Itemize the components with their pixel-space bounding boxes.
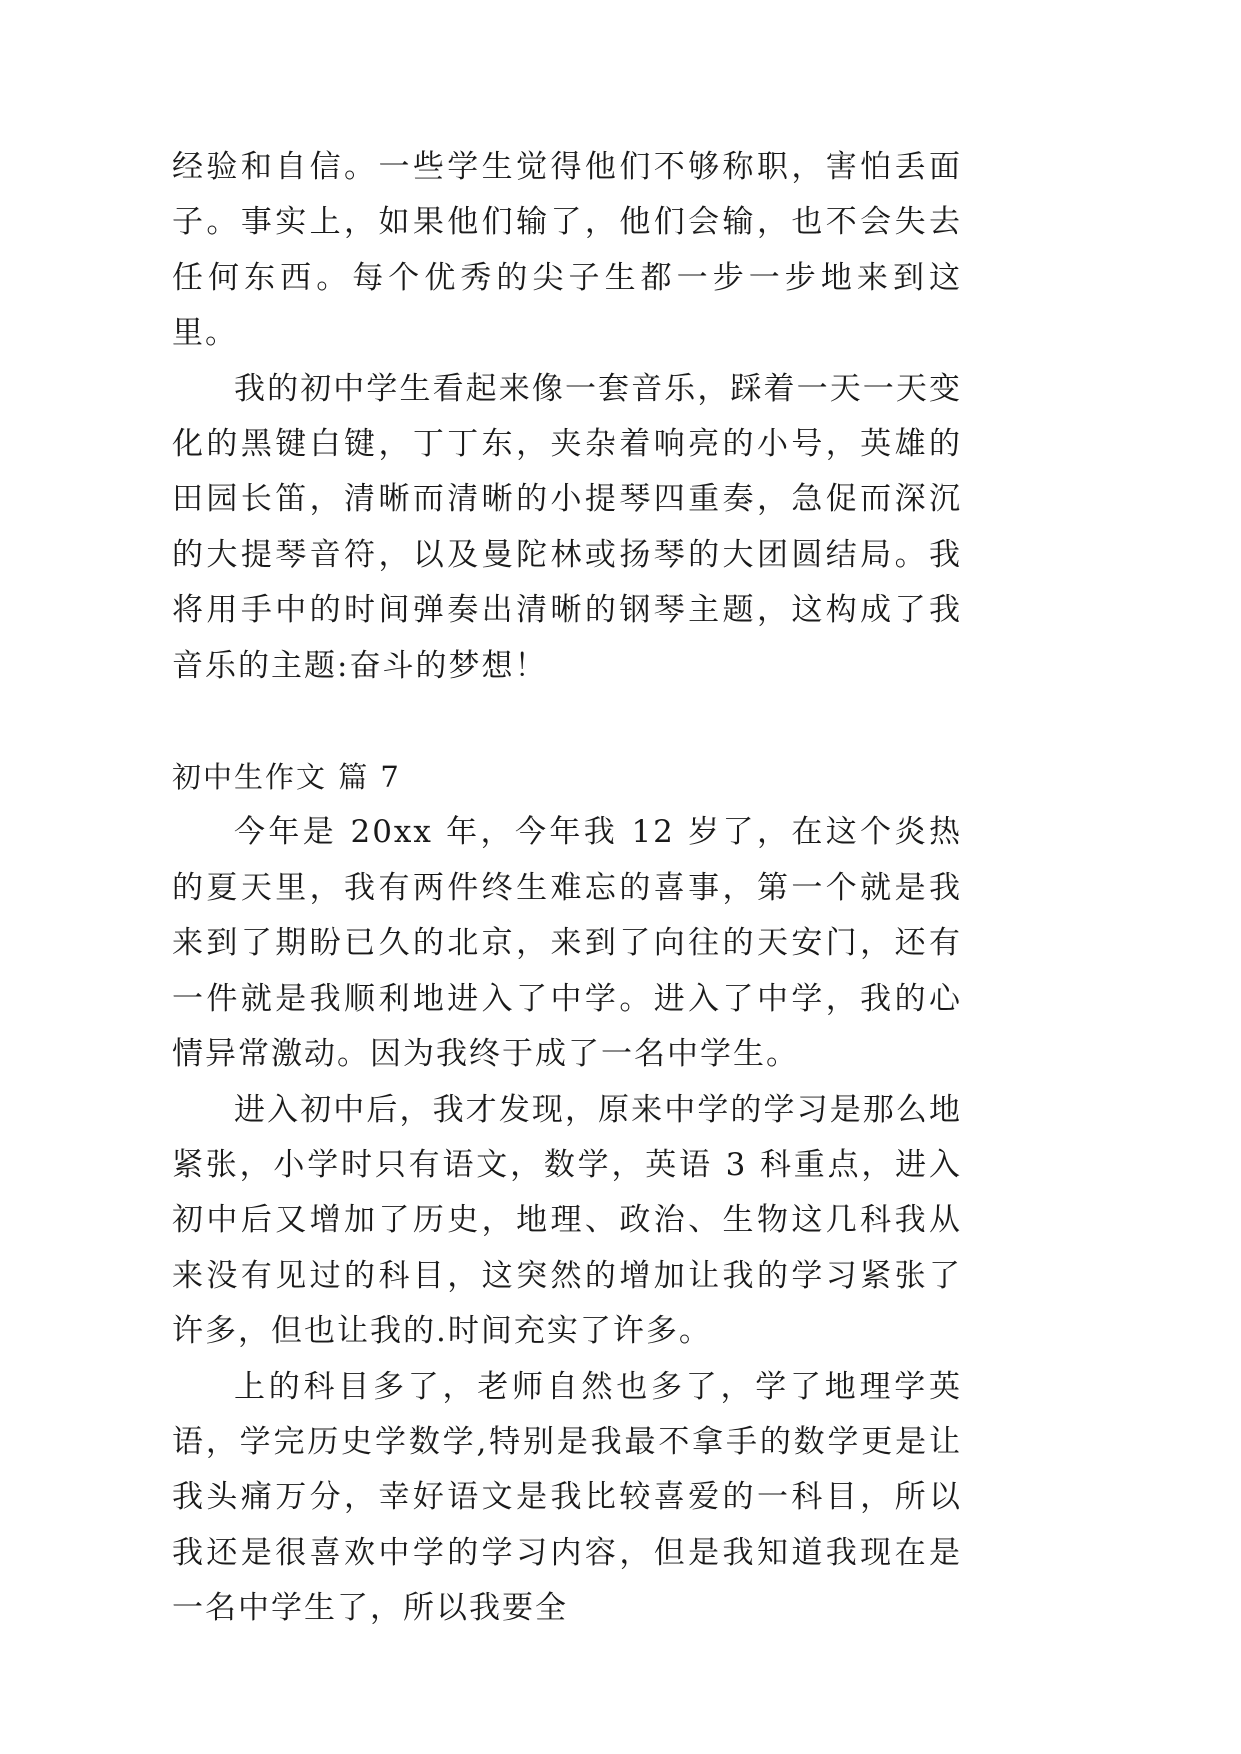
document-body (172, 140, 962, 1637)
paragraph-subjects: 进入初中后，我才发现，原来中学的学习是那么地紧张，小学时只有语文，数学，英语 3 科重点，进入初中后又增加了历史，地理、政治、生物这几科我从来没有见过的科目，这突然的增加让我的学习紧张了许多，但也让我的.时间充实了许多。 (172, 1091, 962, 1350)
paragraph-music: 我的初中学生看起来像一套音乐，踩着一天一天变化的黑键白键，丁丁东，夹杂着响亮的小号，英雄的田园长笛，清晰而清晰的小提琴四重奏，急促而深沉的大提琴音符，以及曼陀林或扬琴的大团圆结局。我将用手中的时间弹奏出清晰的钢琴主题，这构成了我音乐的主题:奋斗的梦想！ (172, 370, 962, 684)
section-gap (172, 694, 962, 750)
paragraph-intro: 今年是 20xx 年，今年我 12 岁了，在这个炎热的夏天里，我有两件终生难忘的喜事，第一个就是我来到了期盼已久的北京，来到了向往的天安门，还有一件就是我顺利地进入了中学。进入了中学，我的心情异常激动。因为我终于成了一名中学生。 (172, 814, 962, 1073)
section-heading: 初中生作文 篇 7 (172, 760, 401, 795)
paragraph-continuation: 经验和自信。一些学生觉得他们不够称职，害怕丢面子。事实上，如果他们输了，他们会输，也不会失去任何东西。每个优秀的尖子生都一步一步地来到这里。 (172, 149, 962, 352)
paragraph-teachers: 上的科目多了，老师自然也多了，学了地理学英语，学完历史学数学,特别是我最不拿手的数学更是让我头痛万分，幸好语文是我比较喜爱的一科目，所以我还是很喜欢中学的学习内容，但是我知道我现在是一名中学生了，所以我要全 (172, 1368, 962, 1627)
